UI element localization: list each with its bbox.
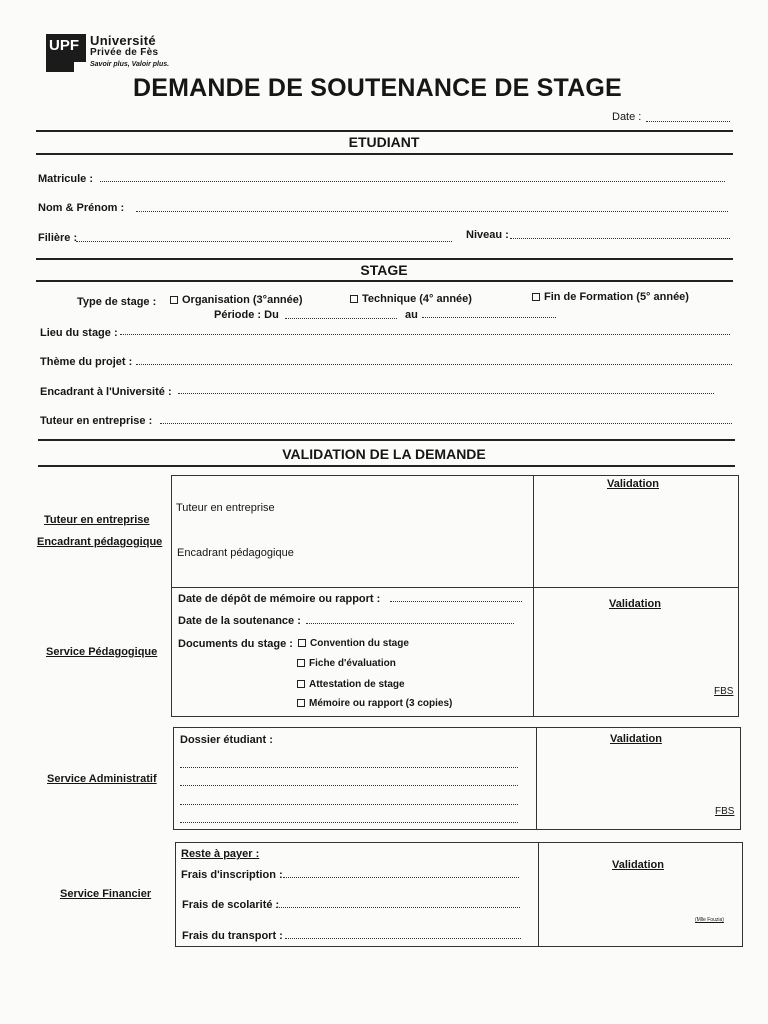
option-technique[interactable] [350, 293, 472, 305]
section-stage: STAGE [360, 262, 408, 278]
fbs-label-2: FBS [715, 806, 735, 817]
scolarite-field[interactable] [276, 907, 520, 908]
option-label: Technique (4° année) [362, 293, 472, 305]
periode-au-label: au [405, 309, 418, 321]
validation-label-3: Validation [610, 733, 662, 745]
divider [36, 153, 733, 155]
column-divider [538, 842, 539, 947]
dossier-line-4[interactable] [180, 822, 518, 823]
logo-slogan: Savoir plus, Valoir plus. [90, 61, 170, 68]
niveau-label: Niveau : [466, 229, 509, 241]
encadrant-field[interactable] [178, 393, 714, 394]
lieu-field[interactable] [120, 334, 730, 335]
doc-fiche[interactable] [297, 658, 396, 669]
date-field[interactable] [646, 121, 730, 122]
doc-label: Fiche d'évaluation [309, 658, 396, 669]
form-title: DEMANDE DE SOUTENANCE DE STAGE [133, 74, 622, 102]
doc-label: Mémoire ou rapport (3 copies) [309, 698, 453, 709]
side-tuteur: Tuteur en entreprise [44, 514, 150, 526]
depot-field[interactable] [390, 601, 522, 602]
dossier-line-1[interactable] [180, 767, 518, 768]
scolarite-label: Frais de scolarité : [182, 899, 280, 911]
matricule-field[interactable] [100, 181, 725, 182]
logo-line1: Université [90, 33, 156, 48]
checkbox-icon[interactable] [350, 295, 358, 303]
option-organisation[interactable] [170, 294, 303, 306]
logo-line2: Privée de Fès [90, 47, 159, 58]
dossier-line-3[interactable] [180, 804, 518, 805]
checkbox-icon[interactable] [297, 680, 305, 688]
checkbox-icon[interactable] [297, 699, 305, 707]
doc-memoire[interactable] [297, 698, 452, 709]
validation-label-2: Validation [609, 598, 661, 610]
type-stage-label: Type de stage : [77, 296, 157, 308]
checkbox-icon[interactable] [298, 639, 306, 647]
checkbox-icon[interactable] [170, 296, 178, 304]
doc-attestation[interactable] [297, 679, 405, 690]
side-pedagogique: Service Pédagogique [46, 646, 158, 658]
doc-convention[interactable] [298, 638, 409, 649]
option-fin-formation[interactable] [532, 291, 689, 303]
niveau-field[interactable] [510, 238, 730, 239]
filiere-field[interactable] [76, 241, 452, 242]
nom-label: Nom & Prénom : [38, 202, 125, 214]
theme-field[interactable] [136, 364, 732, 365]
checkbox-icon[interactable] [532, 293, 540, 301]
matricule-label: Matricule : [38, 173, 94, 185]
divider [36, 280, 733, 282]
section-etudiant: ETUDIANT [348, 134, 420, 150]
side-administratif: Service Administratif [47, 773, 157, 785]
soutenance-label: Date de la soutenance : [178, 615, 301, 627]
depot-label: Date de dépôt de mémoire ou rapport : [178, 593, 381, 605]
dossier-label: Dossier étudiant : [180, 734, 273, 746]
logo-abbr: UPF [49, 37, 79, 54]
option-label: Organisation (3°année) [182, 294, 303, 306]
option-label: Fin de Formation (5° année) [544, 291, 689, 303]
reste-label: Reste à payer : [181, 848, 260, 860]
divider [36, 258, 733, 260]
side-financier: Service Financier [60, 888, 152, 900]
transport-field[interactable] [285, 938, 521, 939]
validation-label-4: Validation [612, 859, 664, 871]
checkbox-icon[interactable] [297, 659, 305, 667]
row-divider [171, 587, 739, 588]
side-encadrant: Encadrant pédagogique [37, 536, 163, 548]
lieu-label: Lieu du stage : [40, 327, 118, 339]
divider [36, 130, 733, 132]
doc-label: Convention du stage [310, 638, 409, 649]
column-divider [533, 475, 534, 717]
divider [38, 465, 735, 467]
fbs-label-1: FBS [714, 686, 734, 697]
theme-label: Thème du projet : [40, 356, 133, 368]
soutenance-field[interactable] [306, 623, 514, 624]
periode-label: Période : Du [214, 309, 279, 321]
signature-note: (Mlle Fouzia) [695, 917, 724, 923]
doc-label: Attestation de stage [309, 679, 405, 690]
column-divider [536, 727, 537, 830]
nom-field[interactable] [136, 211, 728, 212]
inscription-field[interactable] [283, 877, 519, 878]
row-encadrant: Encadrant pédagogique [177, 547, 294, 559]
docs-label: Documents du stage : [178, 638, 293, 650]
encadrant-label: Encadrant à l'Université : [40, 386, 172, 398]
validation-label-1: Validation [607, 478, 659, 490]
transport-label: Frais du transport : [182, 930, 283, 942]
tuteur-field[interactable] [160, 423, 732, 424]
logo-notch [74, 62, 88, 74]
divider [38, 439, 735, 441]
periode-au-field[interactable] [422, 317, 556, 318]
periode-du-field[interactable] [285, 318, 397, 319]
inscription-label: Frais d'inscription : [181, 869, 283, 881]
filiere-label: Filière : [38, 232, 78, 244]
row-tuteur: Tuteur en entreprise [176, 502, 275, 514]
date-label: Date : [612, 111, 642, 123]
section-validation: VALIDATION DE LA DEMANDE [282, 446, 486, 462]
tuteur-label: Tuteur en entreprise : [40, 415, 153, 427]
dossier-line-2[interactable] [180, 785, 518, 786]
